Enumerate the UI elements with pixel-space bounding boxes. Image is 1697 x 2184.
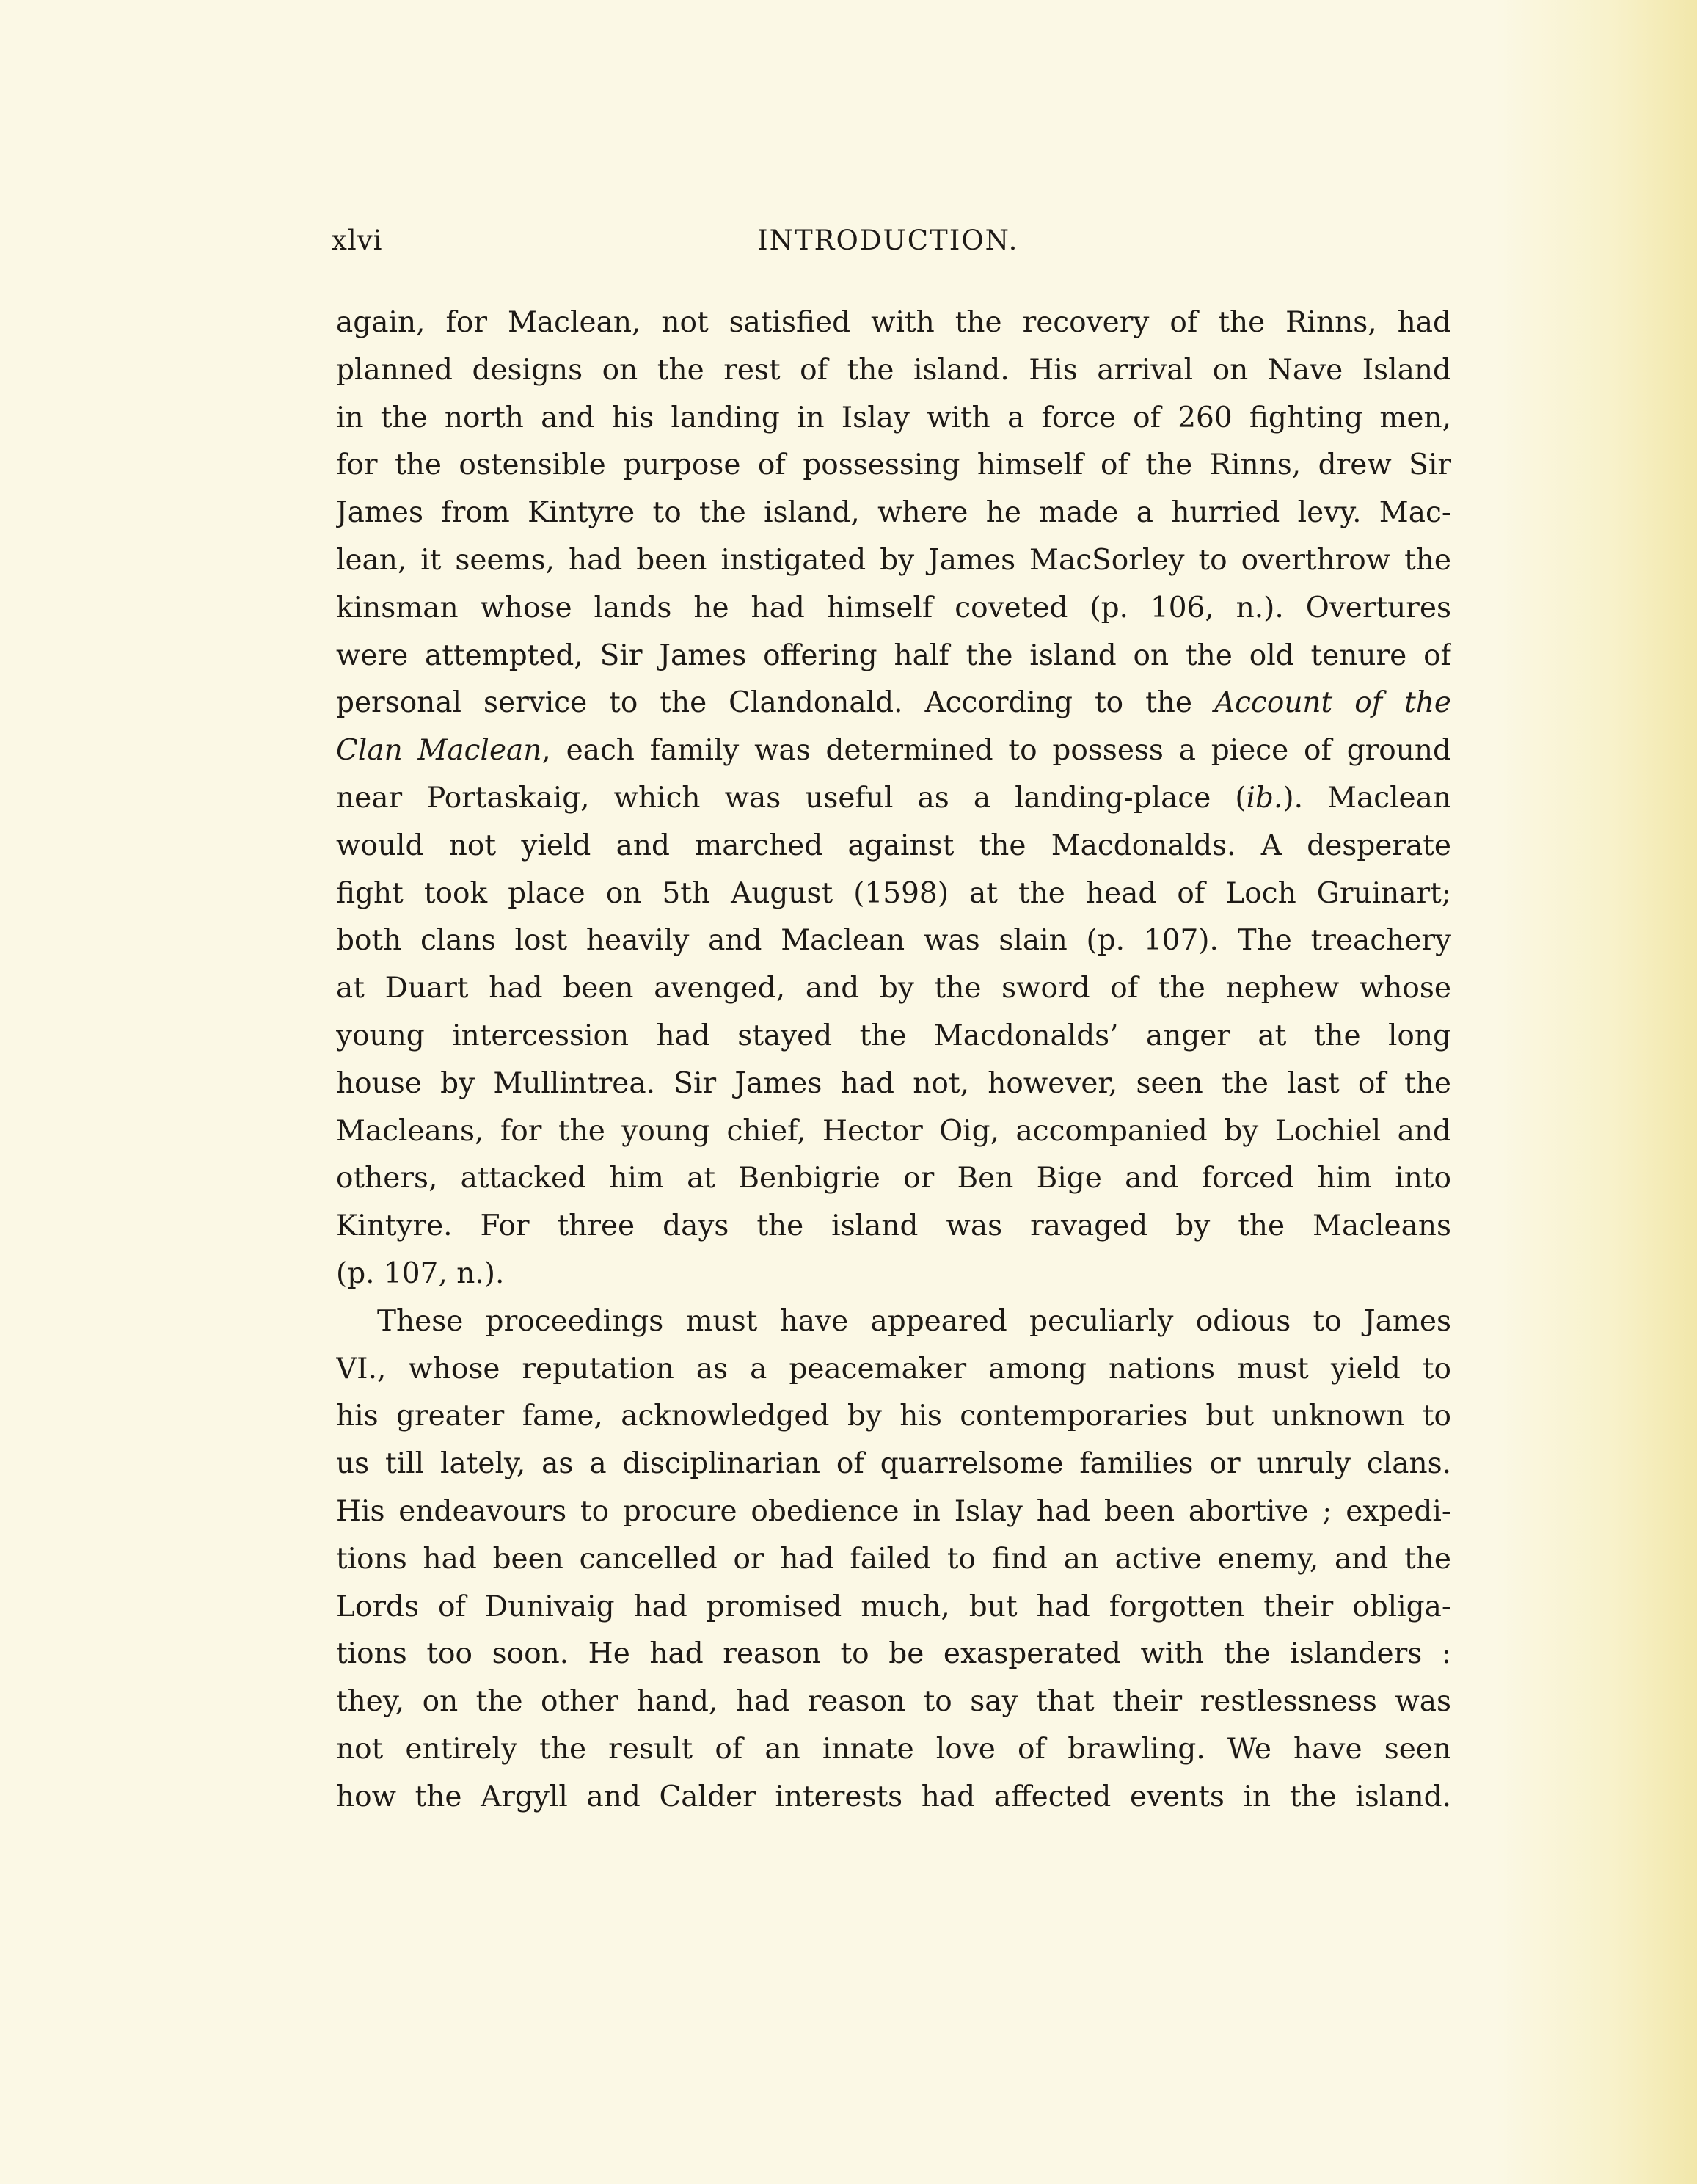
text-line: These proceedings must have appeared peculiarly odious to James — [377, 1304, 1451, 1338]
text-line: house by Mullintrea. Sir James had not, however, seen the last of the — [336, 1066, 1451, 1100]
text-line: both clans lost heavily and Maclean was slain (p. 107). The treachery — [336, 924, 1451, 958]
text-line: Kintyre. For three days the island was ravaged by the Macleans — [336, 1209, 1451, 1243]
text-line: fight took place on 5th August (1598) at the head of Loch Gruinart; — [336, 876, 1451, 910]
text-line: kinsman whose lands he had himself coveted (p. 106, n.). Overtures — [336, 591, 1451, 625]
italic-title: Clan Maclean — [336, 734, 542, 768]
text-line: tions too soon. He had reason to be exasperated with the islanders : — [336, 1637, 1451, 1671]
text-line: others, attacked him at Benbigrie or Ben Bige and forced him into — [336, 1162, 1451, 1195]
paragraph-2 — [336, 1298, 1451, 1821]
italic-title: Account of the — [1214, 686, 1451, 720]
italic-abbrev: ib. — [1246, 781, 1283, 815]
text-line: his greater fame, acknowledged by his contemporaries but unknown to — [336, 1399, 1451, 1433]
text-line: lean, it seems, had been instigated by James MacSorley to overthrow the — [336, 543, 1451, 577]
text-line: Lords of Dunivaig had promised much, but had forgotten their obliga- — [336, 1590, 1451, 1623]
text-line: at Duart had been avenged, and by the sword of the nephew whose — [336, 972, 1451, 1005]
text-line: young intercession had stayed the Macdonalds’ anger at the long — [336, 1019, 1451, 1052]
page-header — [332, 219, 1453, 263]
text-line: tions had been cancelled or had failed to find an active enemy, and the — [336, 1542, 1451, 1576]
text-line: us till lately, as a disciplinarian of quarrelsome families or unruly clans. — [336, 1447, 1451, 1481]
text-line: not entirely the result of an innate love of brawling. We have seen — [336, 1732, 1451, 1766]
text-line: His endeavours to procure obedience in Islay had been abortive ; expedi- — [336, 1494, 1451, 1528]
text-line: Macleans, for the young chief, Hector Oig, accompanied by Lochiel and — [336, 1114, 1451, 1148]
text-line: they, on the other hand, had reason to say that their restlessness was — [336, 1685, 1451, 1719]
text-line: near Portaskaig, which was useful as a landing-place (ib.). Maclean — [336, 781, 1451, 815]
text-line: again, for Maclean, not satisfied with the recovery of the Rinns, had — [336, 306, 1451, 339]
text-line: planned designs on the rest of the island. His arrival on Nave Island — [336, 353, 1451, 387]
text-line: Clan Maclean, each family was determined to possess a piece of ground — [336, 734, 1451, 768]
text-line: in the north and his landing in Islay with a force of 260 fighting men, — [336, 401, 1451, 434]
text-line: would not yield and marched against the Macdonalds. A desperate — [336, 829, 1451, 862]
text-line: for the ostensible purpose of possessing himself of the Rinns, drew Sir — [336, 448, 1451, 482]
text-line: (p. 107, n.). — [336, 1256, 505, 1290]
paragraph-1 — [336, 299, 1451, 1298]
text-line: VI., whose reputation as a peacemaker among nations must yield to — [336, 1352, 1451, 1386]
page-number: xlvi — [332, 225, 383, 256]
running-head: INTRODUCTION. — [757, 225, 1019, 256]
text-line: James from Kintyre to the island, where he made a hurried levy. Mac- — [336, 496, 1451, 530]
body-text — [336, 299, 1451, 1821]
text-line: how the Argyll and Calder interests had affected events in the island. — [336, 1780, 1451, 1813]
text-line: personal service to the Clandonald. According to the Account of the — [336, 686, 1451, 720]
text-line: were attempted, Sir James offering half the island on the old tenure of — [336, 638, 1451, 672]
